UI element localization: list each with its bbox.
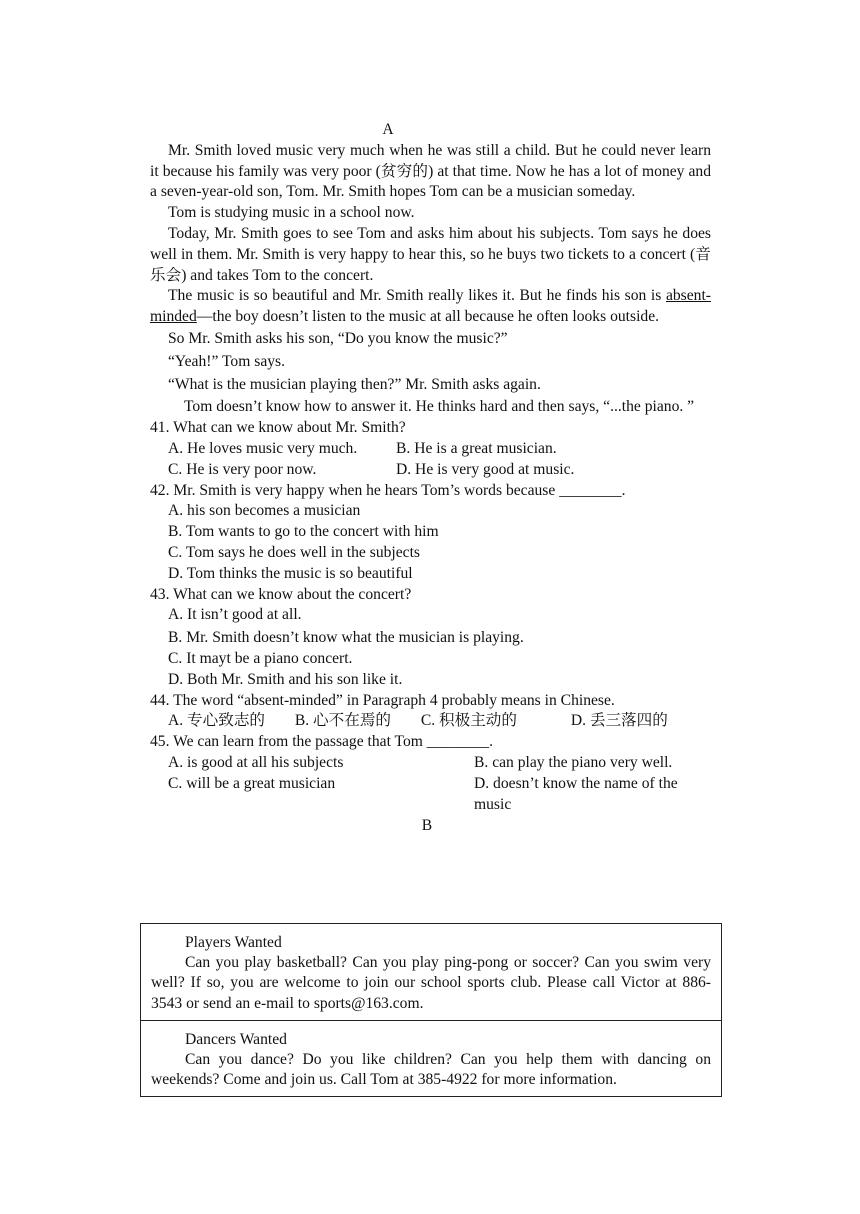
question-42: 42. Mr. Smith is very happy when he hears Tom’s words because ________. <box>150 481 626 499</box>
question-45: 45. We can learn from the passage that Tom ________. <box>150 733 494 751</box>
section-b-heading: B <box>421 817 433 835</box>
paragraph-4-end: —the boy doesn’t listen to the music at all because he often looks outside. <box>196 308 660 326</box>
ad-body: Can you play basketball? Can you play ping-pong or soccer? Can you swim very well? If so, you are welcome to join our school sports club. Please call Victor at 886-3543 or send an e-mail to sports@163.com. <box>151 954 711 1012</box>
paragraph-2: Tom is studying music in a school now. <box>168 204 415 222</box>
ad-body: Can you dance? Do you like children? Can you help them with dancing on weekends? Come and join us. Call Tom at 385-4922 for more information. <box>151 1051 711 1089</box>
underlined-word: absent-minded <box>150 287 711 326</box>
ad-title: Players Wanted <box>185 934 282 951</box>
question-42-option-a: A. his son becomes a musician <box>168 502 361 520</box>
question-42-option-b: B. Tom wants to go to the concert with him <box>168 523 439 541</box>
ad-players-wanted <box>141 924 721 1020</box>
question-44-options <box>150 711 711 732</box>
question-41-options-row-1 <box>150 439 711 460</box>
question-45-option-d: D. doesn’t know the name of the music <box>474 774 678 813</box>
paragraph-4-start: The music is so beautiful and Mr. Smith really likes it. But he finds his son is <box>168 287 666 305</box>
question-44-option-d: D. 丢三落四的 <box>570 712 668 730</box>
question-41-option-c: C. He is very poor now. <box>168 460 317 478</box>
question-45-option-b: B. can play the piano very well. <box>474 753 673 771</box>
question-44: 44. The word “absent-minded” in Paragraph 4 probably means in Chinese. <box>150 691 615 709</box>
paragraph-3: Today, Mr. Smith goes to see Tom and asks him about his subjects. Tom says he does well in them. Mr. Smith is very happy to hear this, so he buys two tickets to a concert (音乐会) and takes Tom to the concert. <box>150 224 711 284</box>
ad-dancers-wanted <box>141 1020 721 1097</box>
passage-a <box>150 120 711 837</box>
question-45-option-c: C. will be a great musician <box>168 774 336 792</box>
question-41-options-row-2 <box>150 460 711 481</box>
question-41-option-b: B. He is a great musician. <box>396 439 557 457</box>
question-43-option-b: B. Mr. Smith doesn’t know what the musician is playing. <box>168 629 524 647</box>
paragraph-4 <box>150 286 711 328</box>
question-41: 41. What can we know about Mr. Smith? <box>150 419 406 437</box>
dialogue-line-3: “What is the musician playing then?” Mr. Smith asks again. <box>168 375 541 393</box>
question-41-option-d: D. He is very good at music. <box>396 460 575 478</box>
ad-title: Dancers Wanted <box>185 1030 287 1048</box>
section-a-heading: A <box>382 121 394 138</box>
question-45-options-row-2 <box>150 774 711 816</box>
question-43-option-d: D. Both Mr. Smith and his son like it. <box>168 670 403 688</box>
paragraph-1: Mr. Smith loved music very much when he was still a child. But he could never learn it because his family was very poor (贫穷的) at that time. Now he has a lot of money and a seven-year-old son, Tom. Mr. Smith hopes Tom can be a musician someday. <box>150 141 711 201</box>
question-43-option-a: A. It isn’t good at all. <box>168 606 302 624</box>
question-42-option-c: C. Tom says he does well in the subjects <box>168 543 420 561</box>
question-45-option-a: A. is good at all his subjects <box>168 753 344 771</box>
question-43: 43. What can we know about the concert? <box>150 585 412 603</box>
ads-table <box>140 923 722 1097</box>
question-45-options-row-1 <box>150 753 711 774</box>
question-41-option-a: A. He loves music very much. <box>168 439 358 457</box>
question-44-option-b: B. 心不在焉的 <box>294 712 392 730</box>
paragraph-last: Tom doesn’t know how to answer it. He thinks hard and then says, “...the piano. ” <box>184 398 695 416</box>
question-44-option-a: A. 专心致志的 <box>168 712 266 730</box>
question-44-option-c: C. 积极主动的 <box>420 712 517 730</box>
dialogue-line-2: “Yeah!” Tom says. <box>168 352 286 370</box>
question-42-option-d: D. Tom thinks the music is so beautiful <box>168 564 413 582</box>
dialogue-line-1: So Mr. Smith asks his son, “Do you know the music?” <box>168 329 508 347</box>
question-43-option-c: C. It mayt be a piano concert. <box>168 649 353 667</box>
